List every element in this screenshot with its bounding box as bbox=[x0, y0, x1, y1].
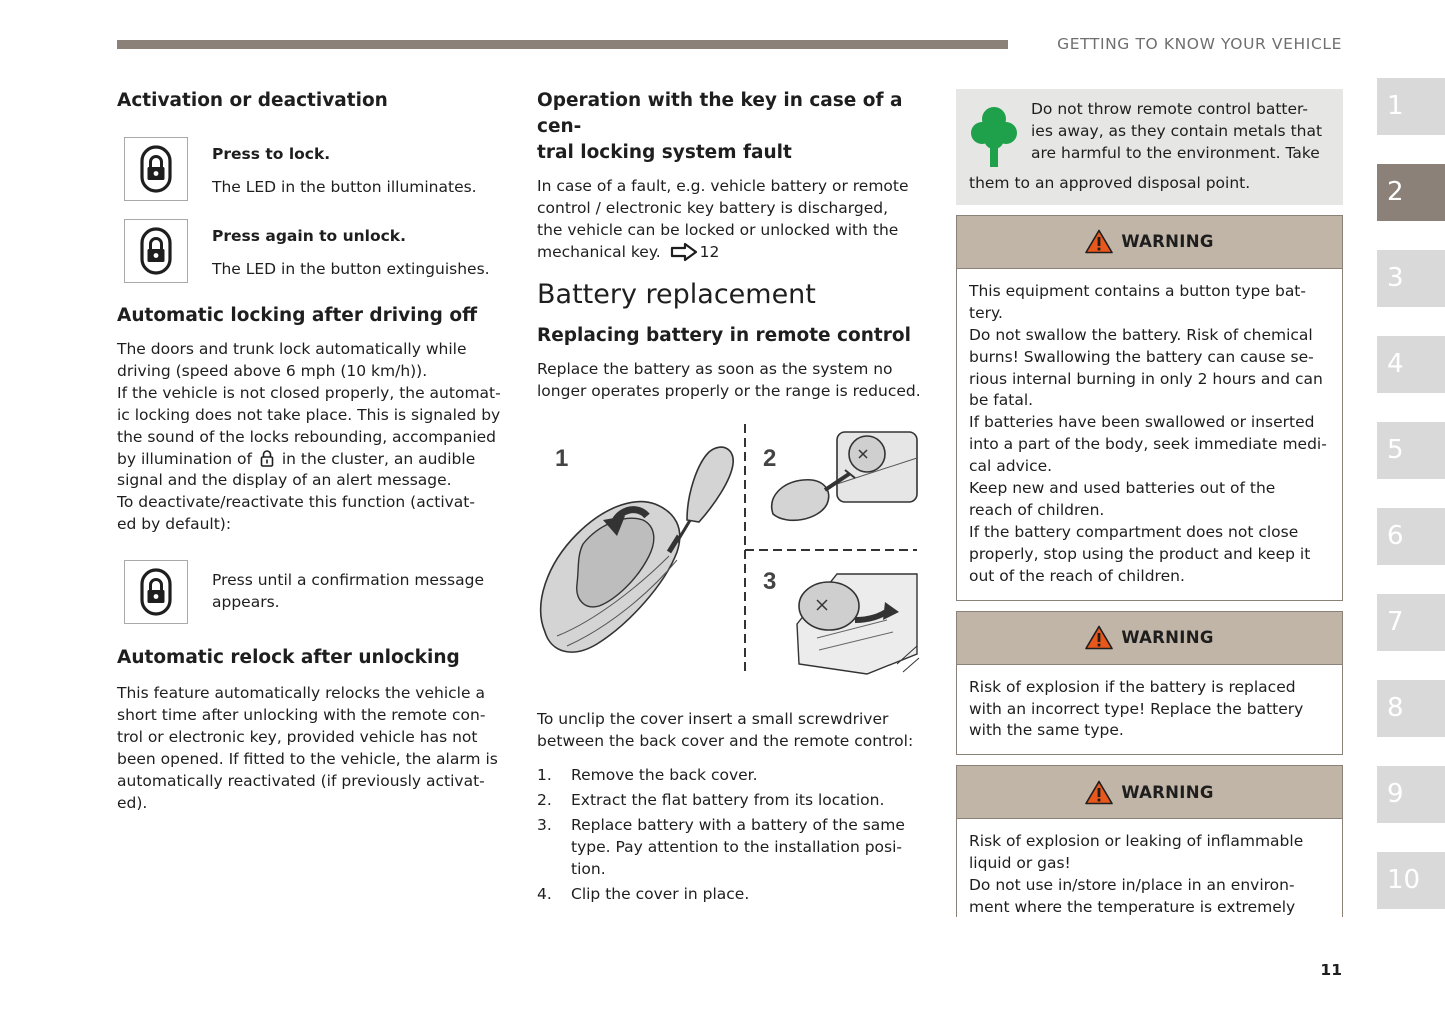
unclip-line: To unclip the cover insert a small screwdriver bbox=[537, 710, 889, 729]
environment-line: Do not throw remote control batter- bbox=[1031, 100, 1309, 118]
warning-line: with an incorrect type! Replace the battery bbox=[969, 699, 1304, 718]
warning-header bbox=[957, 766, 1342, 819]
auto-lock-line: If the vehicle is not closed properly, the automat- bbox=[117, 383, 501, 402]
battery-replacement-illustration bbox=[537, 424, 922, 684]
relock-paragraph bbox=[117, 683, 512, 814]
step-item bbox=[537, 789, 925, 811]
environment-line: them to an approved disposal point. bbox=[969, 174, 1251, 192]
relock-line: trol or electronic key, provided vehicle has not bbox=[117, 727, 478, 746]
fault-paragraph bbox=[537, 176, 925, 264]
chapter-tab-5[interactable]: 5 bbox=[1377, 422, 1445, 479]
warning-line: Do not swallow the battery. Risk of chemical bbox=[969, 325, 1313, 344]
lock-label: Press to lock. bbox=[212, 145, 331, 163]
battery-replacement-heading: Battery replacement bbox=[537, 278, 816, 310]
auto-lock-line: ic locking does not take place. This is signaled by bbox=[117, 405, 501, 424]
unlock-row bbox=[117, 219, 512, 283]
warning-line: If the battery compartment does not close bbox=[969, 522, 1299, 541]
auto-lock-line: To deactivate/reactivate this function (activat- bbox=[117, 493, 475, 512]
auto-lock-line: driving (speed above 6 mph (10 km/h)). bbox=[117, 361, 428, 380]
step-number: 3. bbox=[537, 816, 552, 835]
step-item bbox=[537, 764, 925, 786]
replacement-steps bbox=[537, 764, 925, 905]
warning-line: Do not use in/store in/place in an environ- bbox=[969, 876, 1295, 895]
relock-line: ed). bbox=[117, 793, 148, 812]
lock-button-icon bbox=[139, 145, 173, 193]
warning-line: reach of children. bbox=[969, 500, 1105, 519]
confirm-line: appears. bbox=[212, 593, 280, 612]
fault-last-line: mechanical key. bbox=[537, 242, 661, 261]
lock-button-icon bbox=[139, 227, 173, 275]
chapter-tab-9[interactable]: 9 bbox=[1377, 766, 1445, 823]
warning-line: cal advice. bbox=[969, 457, 1053, 476]
environment-note bbox=[956, 89, 1343, 205]
warning-line: liquid or gas! bbox=[969, 854, 1071, 873]
step-text: Clip the cover in place. bbox=[571, 885, 750, 904]
unlock-label: Press again to unlock. bbox=[212, 227, 406, 245]
chapter-tab-10[interactable]: 10 bbox=[1377, 852, 1445, 909]
chapter-tab-4[interactable]: 4 bbox=[1377, 336, 1445, 393]
environment-line: are harmful to the environment. Take bbox=[1031, 143, 1320, 162]
page-number: 11 bbox=[1320, 961, 1342, 979]
column-right bbox=[956, 88, 1343, 917]
relock-line: automatically reactivated (if previously activat- bbox=[117, 771, 485, 790]
chapter-tab-6[interactable]: 6 bbox=[1377, 508, 1445, 565]
confirm-line: Press until a confirmation message bbox=[212, 571, 484, 590]
fault-line: the vehicle can be locked or unlocked with the bbox=[537, 220, 899, 239]
step-number: 2. bbox=[537, 791, 552, 810]
warning-line: properly, stop using the product and keep it bbox=[969, 544, 1311, 563]
relock-line: short time after unlocking with the remote con- bbox=[117, 706, 486, 725]
warning-body bbox=[957, 665, 1342, 755]
column-middle bbox=[537, 88, 925, 908]
lock-button-icon bbox=[139, 568, 173, 616]
confirm-button-icon-box bbox=[124, 560, 188, 624]
auto-lock-line: ed by default): bbox=[117, 515, 232, 534]
chapter-tab-3[interactable]: 3 bbox=[1377, 250, 1445, 307]
lock-row bbox=[117, 137, 512, 201]
fault-heading-line: Operation with the key in case of a cen- bbox=[537, 90, 903, 137]
auto-lock-line: The doors and trunk lock automatically while bbox=[117, 340, 467, 358]
fault-line: In case of a fault, e.g. vehicle battery or remote bbox=[537, 177, 909, 195]
section-header-title: GETTING TO KNOW YOUR VEHICLE bbox=[1057, 35, 1342, 53]
auto-lock-line: signal and the display of an alert message. bbox=[117, 471, 452, 490]
warning-line: Risk of explosion or leaking of inflammable bbox=[969, 832, 1304, 851]
replacing-battery-heading: Replacing battery in remote control bbox=[537, 324, 911, 346]
figure-label: 2 bbox=[763, 445, 777, 473]
warning-title: WARNING bbox=[1121, 782, 1214, 802]
warning-line: ment where the temperature is extremely bbox=[969, 898, 1296, 917]
step-text: Remove the back cover. bbox=[571, 766, 758, 785]
key-fob-drawing bbox=[541, 448, 733, 653]
activation-heading: Activation or deactivation bbox=[117, 90, 388, 111]
step-number: 4. bbox=[537, 885, 552, 904]
chapter-tab-7[interactable]: 7 bbox=[1377, 594, 1445, 651]
relock-line: been opened. If fitted to the vehicle, the alarm is bbox=[117, 749, 498, 768]
battery-compartment-drawing bbox=[772, 432, 917, 520]
replacing-paragraph bbox=[537, 359, 925, 403]
step-text: tion. bbox=[571, 860, 606, 879]
fault-line: control / electronic key battery is discharged, bbox=[537, 198, 889, 217]
lock-description: The LED in the button illuminates. bbox=[212, 178, 477, 196]
step-item bbox=[537, 883, 925, 905]
warning-line: burns! Swallowing the battery can cause se- bbox=[969, 347, 1314, 366]
cross-reference-arrow-icon bbox=[670, 242, 698, 262]
confirm-row bbox=[117, 560, 512, 624]
warning-line: tery. bbox=[969, 303, 1003, 322]
step-text: type. Pay attention to the installation posi- bbox=[571, 838, 903, 857]
auto-lock-line-start: by illumination of bbox=[117, 449, 252, 468]
cross-reference-page[interactable]: 12 bbox=[699, 242, 720, 261]
warning-header bbox=[957, 612, 1342, 665]
warning-triangle-icon bbox=[1085, 625, 1113, 650]
step-number: 1. bbox=[537, 766, 552, 785]
chapter-tab-8[interactable]: 8 bbox=[1377, 680, 1445, 737]
auto-lock-line: the sound of the locks rebounding, accompanied bbox=[117, 427, 497, 446]
warning-body bbox=[957, 269, 1342, 600]
header-rule bbox=[117, 40, 1008, 49]
environment-line: ies away, as they contain metals that bbox=[1031, 121, 1323, 140]
lock-button-icon-box bbox=[124, 137, 188, 201]
warning-triangle-icon bbox=[1085, 229, 1113, 254]
warning-box bbox=[956, 215, 1343, 601]
replacing-line: longer operates properly or the range is reduced. bbox=[537, 381, 921, 400]
warning-line: rious internal burning in only 2 hours and can bbox=[969, 369, 1323, 388]
chapter-tab-1[interactable]: 1 bbox=[1377, 78, 1445, 135]
warning-line: out of the reach of children. bbox=[969, 566, 1185, 585]
warning-line: into a part of the body, seek immediate medi- bbox=[969, 435, 1327, 454]
unlock-description: The LED in the button extinguishes. bbox=[212, 260, 490, 278]
warning-title: WARNING bbox=[1121, 628, 1214, 648]
figure-label: 3 bbox=[763, 568, 777, 596]
step-text: Replace battery with a battery of the same bbox=[571, 816, 905, 835]
unclip-line: between the back cover and the remote control: bbox=[537, 732, 914, 751]
warning-line: be fatal. bbox=[969, 391, 1034, 410]
warning-line: This equipment contains a button type bat- bbox=[969, 281, 1306, 300]
step-item bbox=[537, 814, 925, 880]
warning-line: If batteries have been swallowed or inserted bbox=[969, 413, 1315, 432]
warning-line: Keep new and used batteries out of the bbox=[969, 479, 1276, 498]
auto-lock-line-with-icon bbox=[117, 449, 512, 471]
column-left bbox=[117, 88, 512, 815]
auto-lock-paragraph bbox=[117, 339, 512, 536]
warning-line: with the same type. bbox=[969, 721, 1124, 740]
warning-line: Risk of explosion if the battery is replaced bbox=[969, 677, 1296, 696]
fault-line-with-ref bbox=[537, 242, 925, 264]
fault-heading-line: tral locking system fault bbox=[537, 142, 792, 163]
warning-header bbox=[957, 216, 1342, 269]
step-text: Extract the flat battery from its location. bbox=[571, 791, 885, 810]
unlock-button-icon-box bbox=[124, 219, 188, 283]
chapter-tab-2[interactable]: 2 bbox=[1377, 164, 1445, 221]
unclip-paragraph bbox=[537, 709, 925, 753]
warning-triangle-icon bbox=[1085, 780, 1113, 805]
auto-lock-heading: Automatic locking after driving off bbox=[117, 305, 478, 326]
figure-label: 1 bbox=[555, 445, 569, 473]
warning-box bbox=[956, 765, 1343, 917]
warning-title: WARNING bbox=[1121, 232, 1214, 252]
warning-box bbox=[956, 611, 1343, 756]
auto-lock-line-end: in the cluster, an audible bbox=[281, 449, 476, 468]
warning-body bbox=[957, 819, 1342, 917]
relock-line: This feature automatically relocks the vehicle a bbox=[117, 684, 485, 703]
environment-tree-icon bbox=[971, 103, 1017, 173]
relock-heading: Automatic relock after unlocking bbox=[117, 647, 460, 669]
padlock-icon bbox=[260, 449, 274, 467]
insert-battery-drawing bbox=[797, 574, 919, 674]
replacing-line: Replace the battery as soon as the system no bbox=[537, 359, 893, 378]
